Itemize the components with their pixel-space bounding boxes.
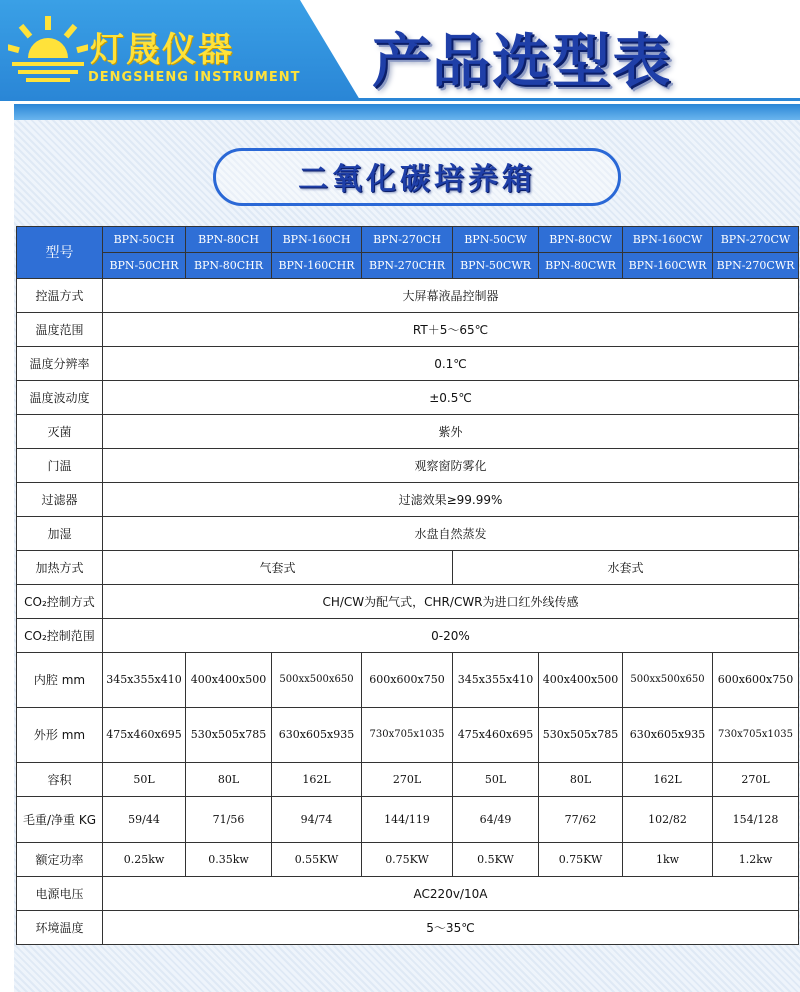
spec-value: 过滤效果≥99.99% [103, 483, 799, 517]
header-divider [0, 98, 800, 101]
spec-value: 0.55KW [272, 843, 362, 877]
spec-label: 电源电压 [17, 877, 103, 911]
spec-value: 观察窗防雾化 [103, 449, 799, 483]
table-row [17, 585, 799, 619]
spec-label: 内腔 mm [17, 653, 103, 708]
page-title: 产品选型表 [372, 27, 673, 95]
spec-value: AC220v/10A [103, 877, 799, 911]
model-header-row [17, 227, 799, 253]
model-name: BPN-270CHR [362, 253, 453, 279]
spec-value: 530x505x785 [539, 708, 623, 763]
spec-value: 600x600x750 [713, 653, 799, 708]
spec-label: 加湿 [17, 517, 103, 551]
spec-value: 270L [362, 763, 453, 797]
spec-value: 102/82 [623, 797, 713, 843]
model-name: BPN-80CH [186, 227, 272, 253]
spec-value: 1.2kw [713, 843, 799, 877]
spec-value: 59/44 [103, 797, 186, 843]
spec-value: 1kw [623, 843, 713, 877]
table-row [17, 843, 799, 877]
product-category-title: 二氧化碳培养箱 [298, 162, 536, 197]
spec-label: 容积 [17, 763, 103, 797]
spec-label: 额定功率 [17, 843, 103, 877]
spec-value: 水盘自然蒸发 [103, 517, 799, 551]
table-row [17, 415, 799, 449]
spec-value: 730x705x1035 [713, 708, 799, 763]
table-row [17, 449, 799, 483]
spec-value: 0.75KW [539, 843, 623, 877]
model-name: BPN-50CW [453, 227, 539, 253]
spec-value: CH/CW为配气式，CHR/CWR为进口红外线传感 [103, 585, 799, 619]
spec-value: 50L [103, 763, 186, 797]
spec-label: 外形 mm [17, 708, 103, 763]
spec-label: 控温方式 [17, 279, 103, 313]
spec-value: 0.35kw [186, 843, 272, 877]
table-row [17, 483, 799, 517]
table-row [17, 763, 799, 797]
spec-value: 紫外 [103, 415, 799, 449]
spec-value: 0.25kw [103, 843, 186, 877]
spec-label: 毛重/净重 KG [17, 797, 103, 843]
model-name: BPN-80CWR [539, 253, 623, 279]
table-row [17, 279, 799, 313]
spec-label: 加热方式 [17, 551, 103, 585]
spec-value: 475x460x695 [103, 708, 186, 763]
spec-label: 温度波动度 [17, 381, 103, 415]
spec-value: 630x605x935 [272, 708, 362, 763]
spec-value: 530x505x785 [186, 708, 272, 763]
model-name: BPN-50CH [103, 227, 186, 253]
table-row [17, 877, 799, 911]
spec-value: 400x400x500 [539, 653, 623, 708]
spec-label: 门温 [17, 449, 103, 483]
spec-label: CO₂控制范围 [17, 619, 103, 653]
page-header [0, 0, 800, 100]
brand-name-english: DENGSHENG INSTRUMENT [88, 70, 301, 85]
table-row [17, 619, 799, 653]
spec-value: 77/62 [539, 797, 623, 843]
table-row [17, 313, 799, 347]
spec-label: 环境温度 [17, 911, 103, 945]
spec-value: 345x355x410 [103, 653, 186, 708]
spec-label: 灭菌 [17, 415, 103, 449]
spec-value: 345x355x410 [453, 653, 539, 708]
table-row [17, 551, 799, 585]
model-name: BPN-160CW [623, 227, 713, 253]
spec-value: 80L [186, 763, 272, 797]
spec-value: 0-20% [103, 619, 799, 653]
spec-value: 71/56 [186, 797, 272, 843]
spec-value: 500xx500x650 [623, 653, 713, 708]
spec-value: 475x460x695 [453, 708, 539, 763]
table-row [17, 797, 799, 843]
spec-value: 600x600x750 [362, 653, 453, 708]
spec-value: 630x605x935 [623, 708, 713, 763]
spec-value: 大屏幕液晶控制器 [103, 279, 799, 313]
spec-value: 144/119 [362, 797, 453, 843]
model-name: BPN-160CHR [272, 253, 362, 279]
spec-label: 温度范围 [17, 313, 103, 347]
spec-value: 64/49 [453, 797, 539, 843]
spec-value: 0.5KW [453, 843, 539, 877]
spec-value: 气套式 [103, 551, 453, 585]
model-name: BPN-160CWR [623, 253, 713, 279]
spec-value: ±0.5℃ [103, 381, 799, 415]
spec-value: 80L [539, 763, 623, 797]
brand-name: 灯晟仪器 [90, 30, 234, 70]
sun-icon [8, 14, 88, 86]
model-name: BPN-270CWR [713, 253, 799, 279]
spec-value: 162L [623, 763, 713, 797]
model-name: BPN-50CHR [103, 253, 186, 279]
spec-table [16, 226, 799, 945]
model-name: BPN-80CW [539, 227, 623, 253]
table-row [17, 381, 799, 415]
table-row [17, 347, 799, 381]
table-row [17, 653, 799, 708]
model-label: 型号 [17, 227, 103, 279]
spec-value: 270L [713, 763, 799, 797]
spec-value: 5～35℃ [103, 911, 799, 945]
spec-value: 水套式 [453, 551, 799, 585]
model-header-row [17, 253, 799, 279]
model-name: BPN-80CHR [186, 253, 272, 279]
spec-value: 0.1℃ [103, 347, 799, 381]
spec-value: 500xx500x650 [272, 653, 362, 708]
panel-top-bar [14, 104, 800, 120]
spec-value: 94/74 [272, 797, 362, 843]
spec-label: 温度分辨率 [17, 347, 103, 381]
table-row [17, 517, 799, 551]
spec-value: RT＋5～65℃ [103, 313, 799, 347]
table-row [17, 708, 799, 763]
model-name: BPN-50CWR [453, 253, 539, 279]
model-name: BPN-270CH [362, 227, 453, 253]
spec-value: 400x400x500 [186, 653, 272, 708]
spec-value: 50L [453, 763, 539, 797]
spec-value: 162L [272, 763, 362, 797]
spec-value: 0.75KW [362, 843, 453, 877]
spec-value: 730x705x1035 [362, 708, 453, 763]
spec-label: 过滤器 [17, 483, 103, 517]
table-row [17, 911, 799, 945]
model-name: BPN-160CH [272, 227, 362, 253]
model-name: BPN-270CW [713, 227, 799, 253]
spec-label: CO₂控制方式 [17, 585, 103, 619]
spec-value: 154/128 [713, 797, 799, 843]
